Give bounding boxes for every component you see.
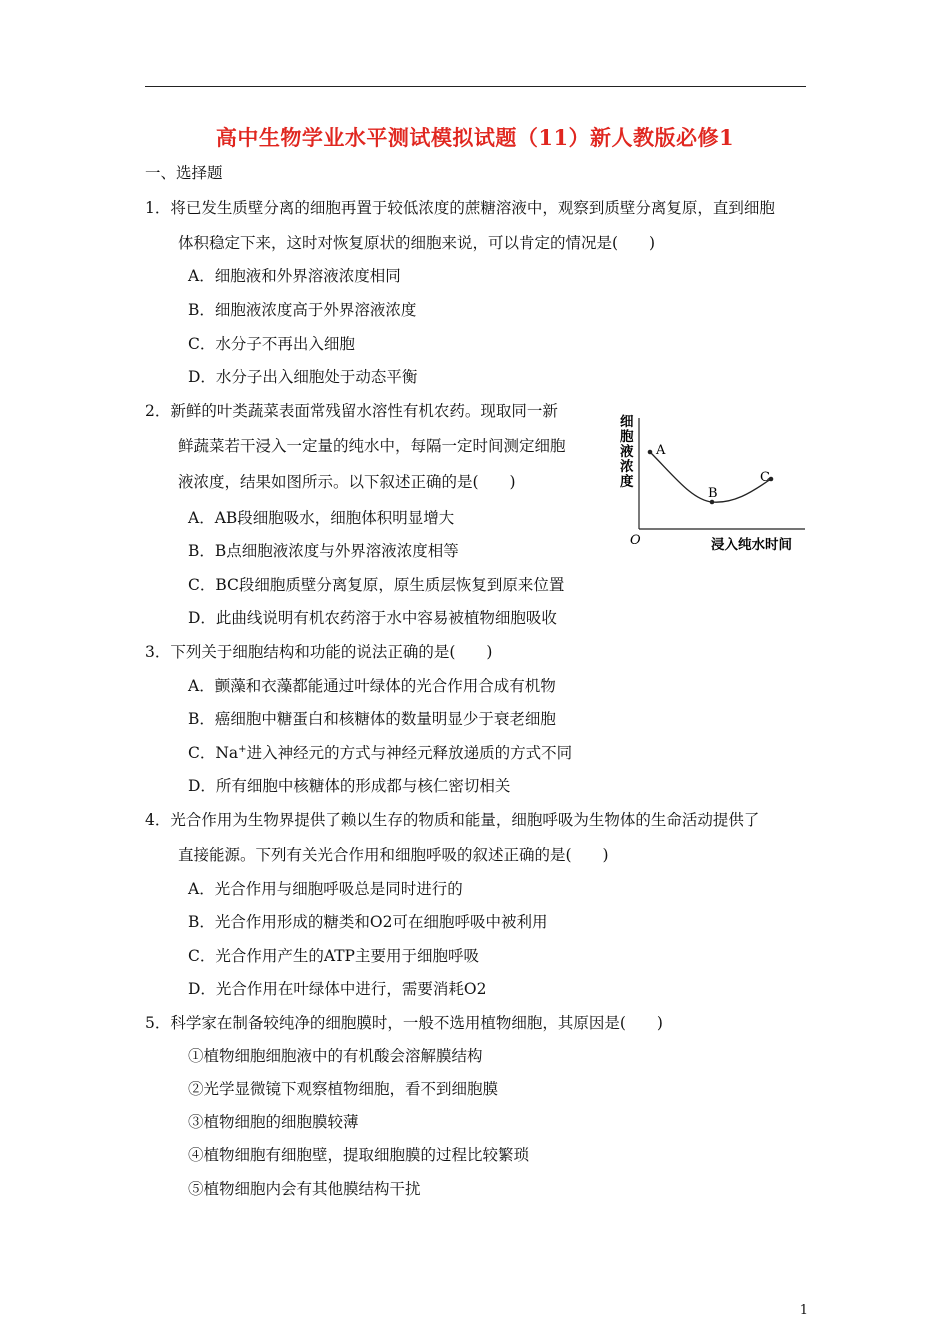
- question-2-line-2: 鲜蔬菜若干浸入一定量的纯水中，每隔一定时间测定细胞: [178, 437, 566, 455]
- question-5-item-3: ③植物细胞的细胞膜较薄: [188, 1113, 359, 1131]
- question-2-line-1: 2．新鲜的叶类蔬菜表面常残留水溶性有机农药。现取同一新: [145, 402, 558, 420]
- option-c-prefix: C．Na: [188, 744, 239, 762]
- question-1-option-b: B．细胞液浓度高于外界溶液浓度: [188, 301, 417, 319]
- question-1-option-c: C．水分子不再出入细胞: [188, 335, 355, 353]
- question-2-line-3: 液浓度，结果如图所示。以下叙述正确的是( ): [178, 473, 516, 491]
- question-4-option-a: A．光合作用与细胞呼吸总是同时进行的: [188, 880, 463, 898]
- page-number: 1: [799, 1303, 808, 1318]
- question-3-option-b: B．癌细胞中糖蛋白和核糖体的数量明显少于衰老细胞: [188, 710, 556, 728]
- question-1-option-a: A．细胞液和外界溶液浓度相同: [188, 267, 401, 285]
- section-heading: 一、选择题: [145, 164, 223, 182]
- cell-sap-concentration-graph: [612, 408, 808, 560]
- question-2-option-a: A．AB段细胞吸水，细胞体积明显增大: [188, 509, 455, 527]
- question-3-option-d: D．所有细胞中核糖体的形成都与核仁密切相关: [188, 777, 511, 795]
- option-c-rest: 进入神经元的方式与神经元释放递质的方式不同: [246, 744, 573, 762]
- question-5-item-2: ②光学显微镜下观察植物细胞，看不到细胞膜: [188, 1080, 499, 1098]
- question-4-option-c: C．光合作用产生的ATP主要用于细胞呼吸: [188, 947, 479, 965]
- question-5-item-5: ⑤植物细胞内会有其他膜结构干扰: [188, 1180, 421, 1198]
- question-5-item-1: ①植物细胞细胞液中的有机酸会溶解膜结构: [188, 1047, 483, 1065]
- question-2-option-b: B．B点细胞液浓度与外界溶液浓度相等: [188, 542, 459, 560]
- question-4-option-b: B．光合作用形成的糖类和O2可在细胞呼吸中被利用: [188, 913, 548, 931]
- page-title: 高中生物学业水平测试模拟试题（11）新人教版必修1: [215, 125, 735, 150]
- header-rule: [145, 86, 806, 87]
- point-a-dot: [648, 450, 653, 455]
- question-1-line-1: 1．将已发生质壁分离的细胞再置于较低浓度的蔗糖溶液中，观察到质壁分离复原，直到细胞: [145, 199, 775, 217]
- y-label-char-2: 胞: [620, 429, 634, 445]
- question-1-option-d: D．水分子出入细胞处于动态平衡: [188, 368, 418, 386]
- question-4-line-1: 4．光合作用为生物界提供了赖以生存的物质和能量，细胞呼吸为生物体的生命活动提供了: [145, 811, 760, 829]
- y-label-char-1: 细: [620, 414, 634, 430]
- sodium-charge: +: [238, 743, 247, 755]
- question-1-line-2: 体积稳定下来，这时对恢复原状的细胞来说，可以肯定的情况是( ): [178, 234, 656, 252]
- x-axis-label: 浸入纯水时间: [711, 537, 792, 553]
- question-5-item-4: ④植物细胞有细胞壁，提取细胞膜的过程比较繁琐: [188, 1146, 530, 1164]
- y-label-char-4: 浓: [620, 459, 634, 475]
- question-3-option-c: [188, 743, 572, 763]
- point-a-label: A: [656, 443, 666, 458]
- question-4-option-d: D．光合作用在叶绿体中进行，需要消耗O2: [188, 980, 487, 998]
- question-3-option-a: A．颤藻和衣藻都能通过叶绿体的光合作用合成有机物: [188, 677, 556, 695]
- origin-label: O: [630, 533, 641, 548]
- question-2-option-d: D．此曲线说明有机农药溶于水中容易被植物细胞吸收: [188, 609, 557, 627]
- question-5-line-1: 5．科学家在制备较纯净的细胞膜时，一般不选用植物细胞，其原因是( ): [145, 1014, 663, 1032]
- y-label-char-5: 度: [620, 474, 634, 490]
- question-4-line-2: 直接能源。下列有关光合作用和细胞呼吸的叙述正确的是( ): [178, 846, 609, 864]
- point-c-label: C: [760, 470, 770, 485]
- question-2-option-c: C．BC段细胞质壁分离复原，原生质层恢复到原来位置: [188, 576, 565, 594]
- y-label-char-3: 液: [620, 444, 634, 460]
- question-3-line-1: 3．下列关于细胞结构和功能的说法正确的是( ): [145, 643, 493, 661]
- point-b-label: B: [708, 486, 718, 501]
